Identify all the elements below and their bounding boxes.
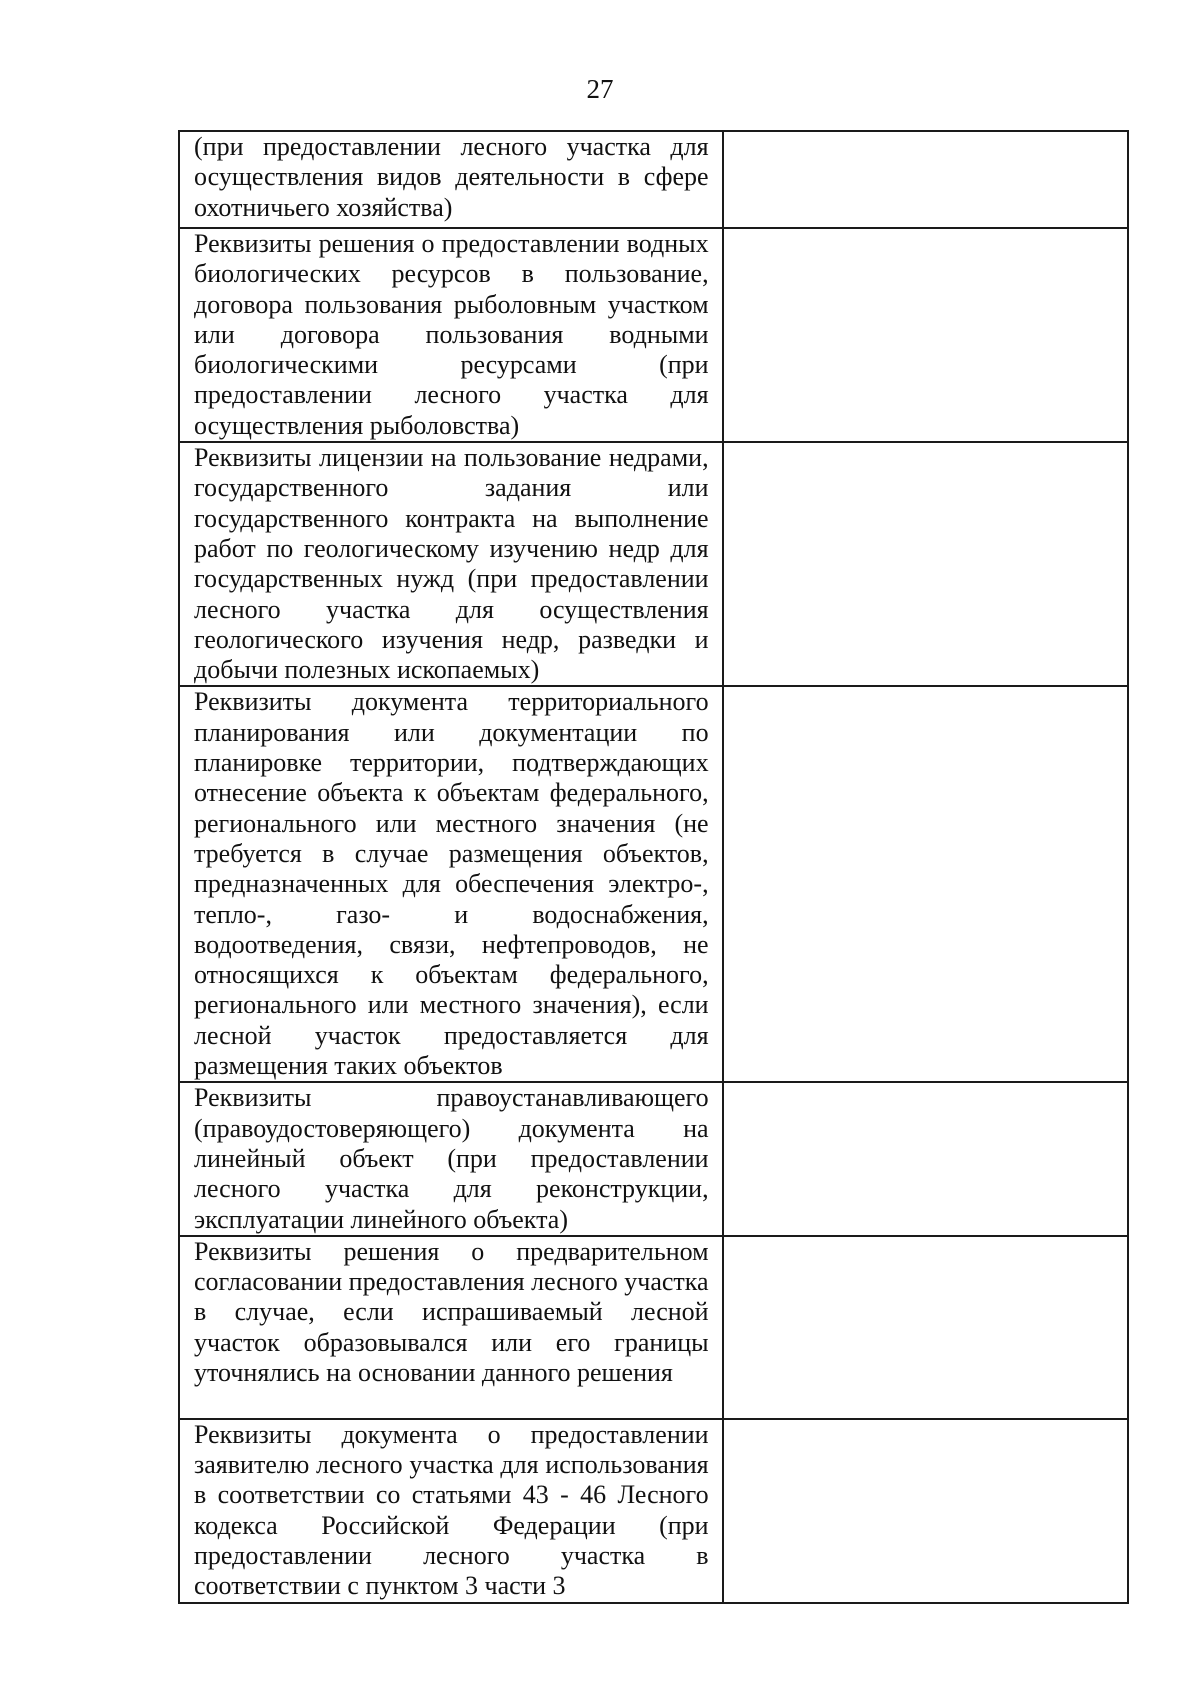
table-cell-value[interactable] <box>723 1419 1128 1603</box>
table-cell-label <box>179 686 723 1082</box>
table-row <box>179 131 1128 228</box>
table-row <box>179 442 1128 686</box>
table-cell-value[interactable] <box>723 1082 1128 1235</box>
table-cell-label <box>179 1236 723 1419</box>
cell-text: Реквизиты документа территориального планирования или документации по планировке территории, подтверждающих отнесение объекта к объектам федерального, регионального или местного значения (не требуется в случае размещения объектов, предназначенных для обеспечения электро-, тепло-, газо- и водоснабжения, водоотведения, связи, нефтепроводов, не относящихся к объектам федерального, регионального или местного значения), если лесной участок предоставляется для размещения таких объектов <box>194 687 709 1081</box>
cell-text: Реквизиты лицензии на пользование недрами, государственного задания или государственного контракта на выполнение работ по геологическому изучению недр для государственных нужд (при предоставлении лесного участка для осуществления геологического изучения недр, разведки и добычи полезных ископаемых) <box>194 443 709 685</box>
table-cell-label <box>179 228 723 442</box>
table-cell-value[interactable] <box>723 686 1128 1082</box>
table-cell-value[interactable] <box>723 442 1128 686</box>
table-cell-value[interactable] <box>723 228 1128 442</box>
table-row <box>179 1082 1128 1235</box>
table-cell-value[interactable] <box>723 1236 1128 1419</box>
cell-text: Реквизиты правоустанавливающего (правоудостоверяющего) документа на линейный объект (при предоставлении лесного участка для реконструкции, эксплуатации линейного объекта) <box>194 1083 709 1234</box>
cell-text: Реквизиты документа о предоставлении заявителю лесного участка для использования в соответствии со статьями 43 - 46 Лесного кодекса Российской Федерации (при предоставлении лесного участка в соответствии с пунктом 3 части 3 <box>194 1419 709 1601</box>
table-cell-label <box>179 131 723 228</box>
page-number: 27 <box>586 74 614 104</box>
table-row <box>179 1236 1128 1419</box>
table-cell-value[interactable] <box>723 131 1128 228</box>
table-row <box>179 686 1128 1082</box>
cell-text: Реквизиты решения о предварительном согласовании предоставления лесного участка в случае, если испрашиваемый лесной участок образовывался или его границы уточнялись на основании данного решения <box>194 1236 709 1387</box>
table-cell-label <box>179 442 723 686</box>
table-cell-label <box>179 1082 723 1235</box>
table-cell-label <box>179 1419 723 1603</box>
cell-text: Реквизиты решения о предоставлении водных биологических ресурсов в пользование, договора пользования рыболовным участком или договора пользования водными биологическими ресурсами (при предоставлении лесного участка для осуществления рыболовства) <box>194 229 709 440</box>
cell-text: (при предоставлении лесного участка для осуществления видов деятельности в сфере охотничьего хозяйства) <box>194 132 709 222</box>
table-row <box>179 1419 1128 1603</box>
table-row <box>179 228 1128 442</box>
requisites-table <box>178 130 1129 1604</box>
